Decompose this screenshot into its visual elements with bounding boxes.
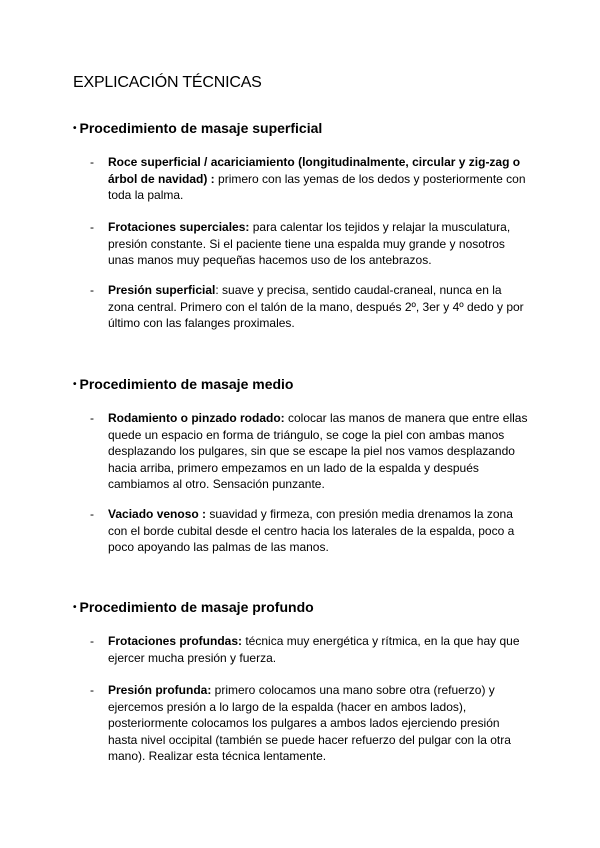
technique-vaciado-venoso: [90, 506, 530, 556]
technique-frotaciones-profundas: [90, 633, 530, 666]
dash-bullet-icon: -: [90, 683, 94, 697]
technique-presion-profunda: [90, 682, 530, 765]
dash-bullet-icon: -: [90, 411, 94, 425]
technique-description: colocar las manos de manera que entre ellas quede un espacio en forma de triángulo, se coge la piel con ambas manos desplazando los pulgares, sin que se escape la piel nos vamos desplazando hacia arriba, primero empezamos en un lado de la espalda y después cambiamos al otro. Sensación punzante.: [108, 411, 528, 491]
bullet-icon: •: [73, 602, 77, 613]
section-heading-medio: [73, 376, 293, 392]
technique-description: suavidad y firmeza, con presión media drenamos la zona con el borde cubital desde el centro hacia los laterales de la espalda, poco a poco apoyando las palmas de las manos.: [108, 507, 515, 554]
section-heading-profundo: [73, 599, 314, 615]
technique-term: Roce superficial / acariciamiento (longitudinalmente, circular y zig-zag o árbol de navidad) :: [108, 155, 521, 186]
technique-term: Frotaciones superciales:: [108, 220, 250, 234]
technique-term: Vaciado venoso :: [108, 507, 207, 521]
page-title: EXPLICACIÓN TÉCNICAS: [73, 74, 262, 91]
dash-bullet-icon: -: [90, 155, 94, 169]
technique-presion-superficial: [90, 282, 530, 332]
technique-description: : suave y precisa, sentido caudal-craneal, nunca en la zona central. Primero con el talón de la mano, después 2º, 3er y 4º dedo y por último con las falanges proximales.: [108, 283, 524, 330]
technique-description: para calentar los tejidos y relajar la musculatura, presión constante. Si el paciente tiene una espalda muy grande y nosotros unas manos muy pequeñas hacemos uso de los antebrazos.: [108, 220, 511, 267]
technique-description: técnica muy energética y rítmica, en la que hay que ejercer mucha presión y fuerza.: [108, 634, 520, 665]
technique-roce-superficial: [90, 154, 530, 204]
section-heading-label: Procedimiento de masaje profundo: [79, 599, 314, 615]
technique-frotaciones-superciales: [90, 219, 530, 269]
technique-rodamiento: [90, 410, 530, 493]
bullet-icon: •: [73, 379, 77, 390]
technique-term: Presión profunda:: [108, 683, 212, 697]
dash-bullet-icon: -: [90, 220, 94, 234]
dash-bullet-icon: -: [90, 634, 94, 648]
section-heading-label: Procedimiento de masaje superficial: [79, 120, 323, 136]
dash-bullet-icon: -: [90, 507, 94, 521]
technique-description: primero con las yemas de los dedos y posteriormente con toda la palma.: [108, 171, 526, 202]
technique-description: primero colocamos una mano sobre otra (refuerzo) y ejercemos presión a lo largo de la espalda (hacer en ambos lados), posteriormente colocamos los pulgares a ambos lados ejerciendo presión hasta nivel occipital (también se puede hacer refuerzo del pulgar con la otra mano). Realizar esta técnica lentamente.: [108, 683, 511, 763]
bullet-icon: •: [73, 123, 77, 134]
dash-bullet-icon: -: [90, 283, 94, 297]
section-heading-label: Procedimiento de masaje medio: [79, 376, 294, 392]
technique-term: Rodamiento o pinzado rodado:: [108, 411, 285, 425]
section-heading-superficial: [73, 120, 322, 136]
technique-term: Frotaciones profundas:: [108, 634, 243, 648]
technique-term: Presión superficial: [108, 283, 216, 297]
